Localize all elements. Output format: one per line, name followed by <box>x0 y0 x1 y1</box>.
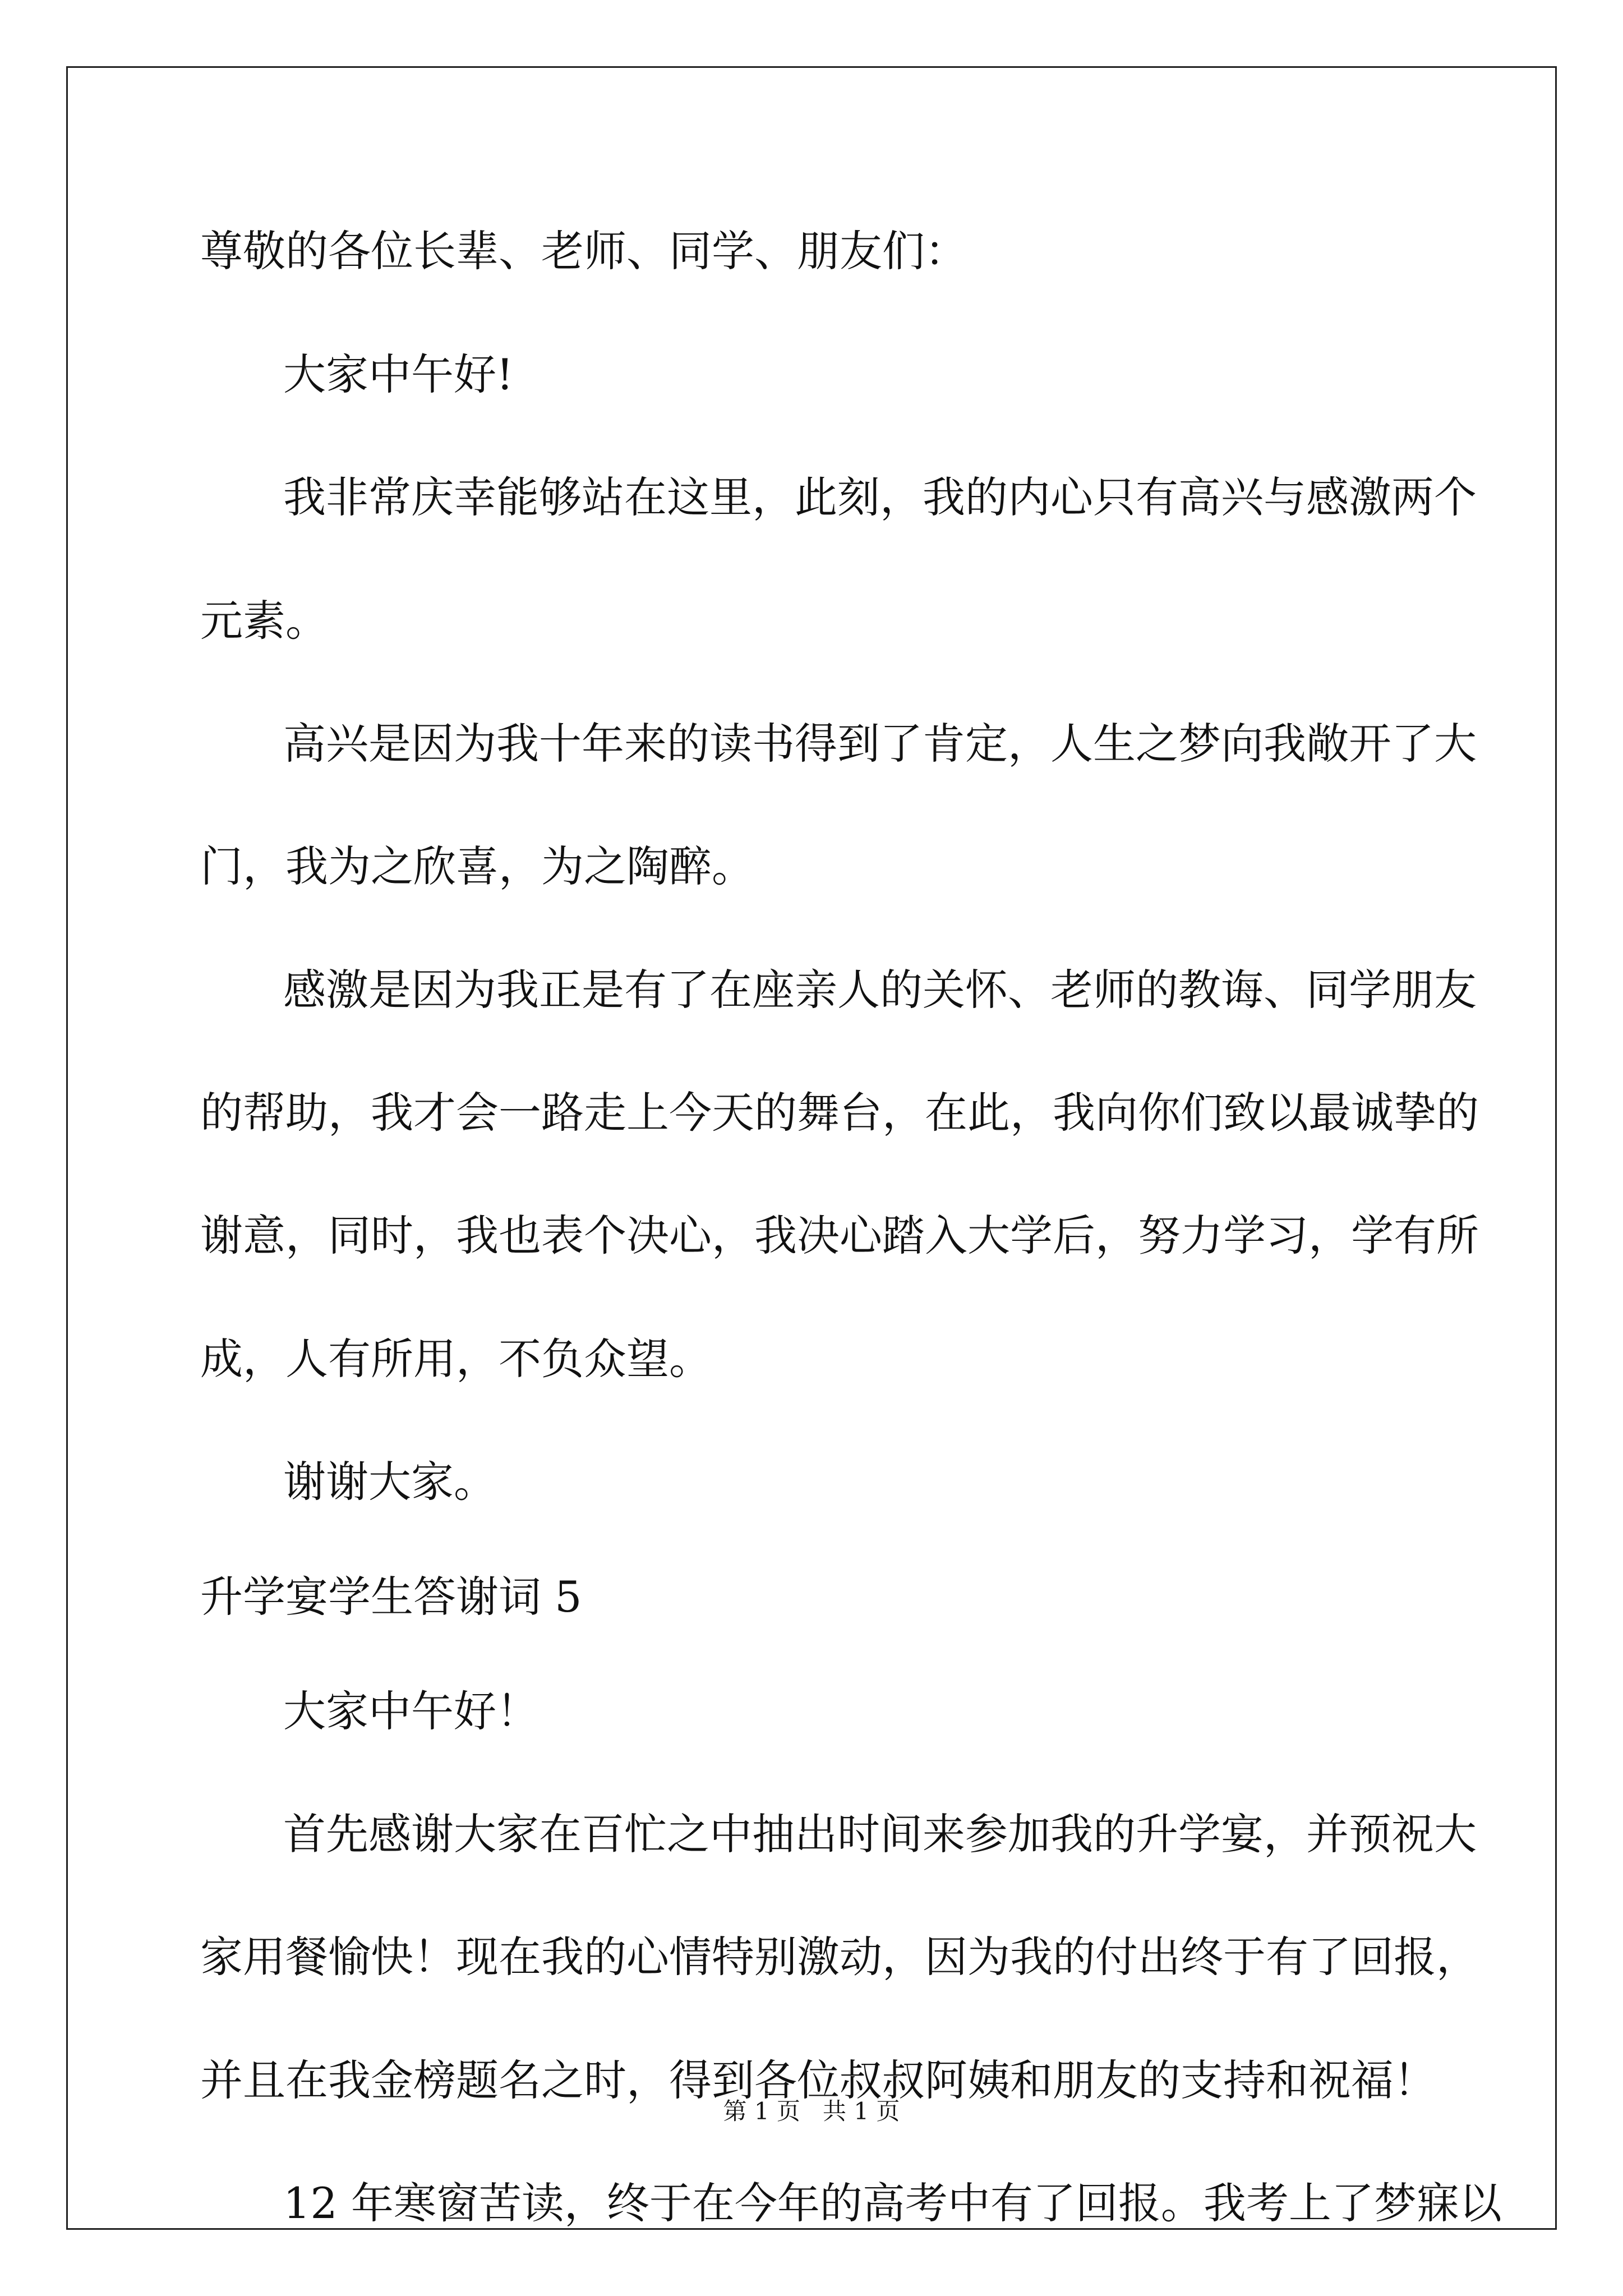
paragraph-line: 成，人有所用，不负众望。 <box>200 1334 712 1384</box>
section-heading: 升学宴学生答谢词 5 <box>200 1572 582 1622</box>
greeting-line: 大家中午好！ <box>283 1686 539 1736</box>
paragraph-line: 感激是因为我正是有了在座亲人的关怀、老师的教诲、同学朋友 <box>283 965 1477 1015</box>
paragraph-line: 家用餐愉快！现在我的心情特别激动，因为我的付出终于有了回报， <box>200 1932 1479 1982</box>
paragraph-line: 门，我为之欣喜，为之陶醉。 <box>200 841 754 891</box>
closing-line: 谢谢大家。 <box>283 1457 496 1507</box>
paragraph-line: 首先感谢大家在百忙之中抽出时间来参加我的升学宴，并预祝大 <box>283 1809 1477 1859</box>
greeting-line: 大家中午好! <box>283 349 514 399</box>
page-footer: 第 1 页 共 1 页 <box>723 2097 900 2125</box>
salutation-line: 尊敬的各位长辈、老师、同学、朋友们： <box>200 226 967 276</box>
paragraph-line: 并且在我金榜题名之时，得到各位叔叔阿姨和朋友的支持和祝福！ <box>200 2055 1436 2105</box>
paragraph-line: 元素。 <box>200 596 328 646</box>
paragraph-line: 高兴是因为我十年来的读书得到了肯定，人生之梦向我敞开了大 <box>283 719 1477 769</box>
paragraph-line: 12 年寒窗苦读，终于在今年的高考中有了回报。我考上了梦寐以 <box>283 2178 1502 2228</box>
paragraph-line: 我非常庆幸能够站在这里，此刻，我的内心只有高兴与感激两个 <box>283 472 1477 522</box>
paragraph-line: 谢意，同时，我也表个决心，我决心踏入大学后，努力学习，学有所 <box>200 1211 1479 1260</box>
paragraph-line: 的帮助，我才会一路走上今天的舞台，在此，我向你们致以最诚挚的 <box>200 1088 1479 1138</box>
